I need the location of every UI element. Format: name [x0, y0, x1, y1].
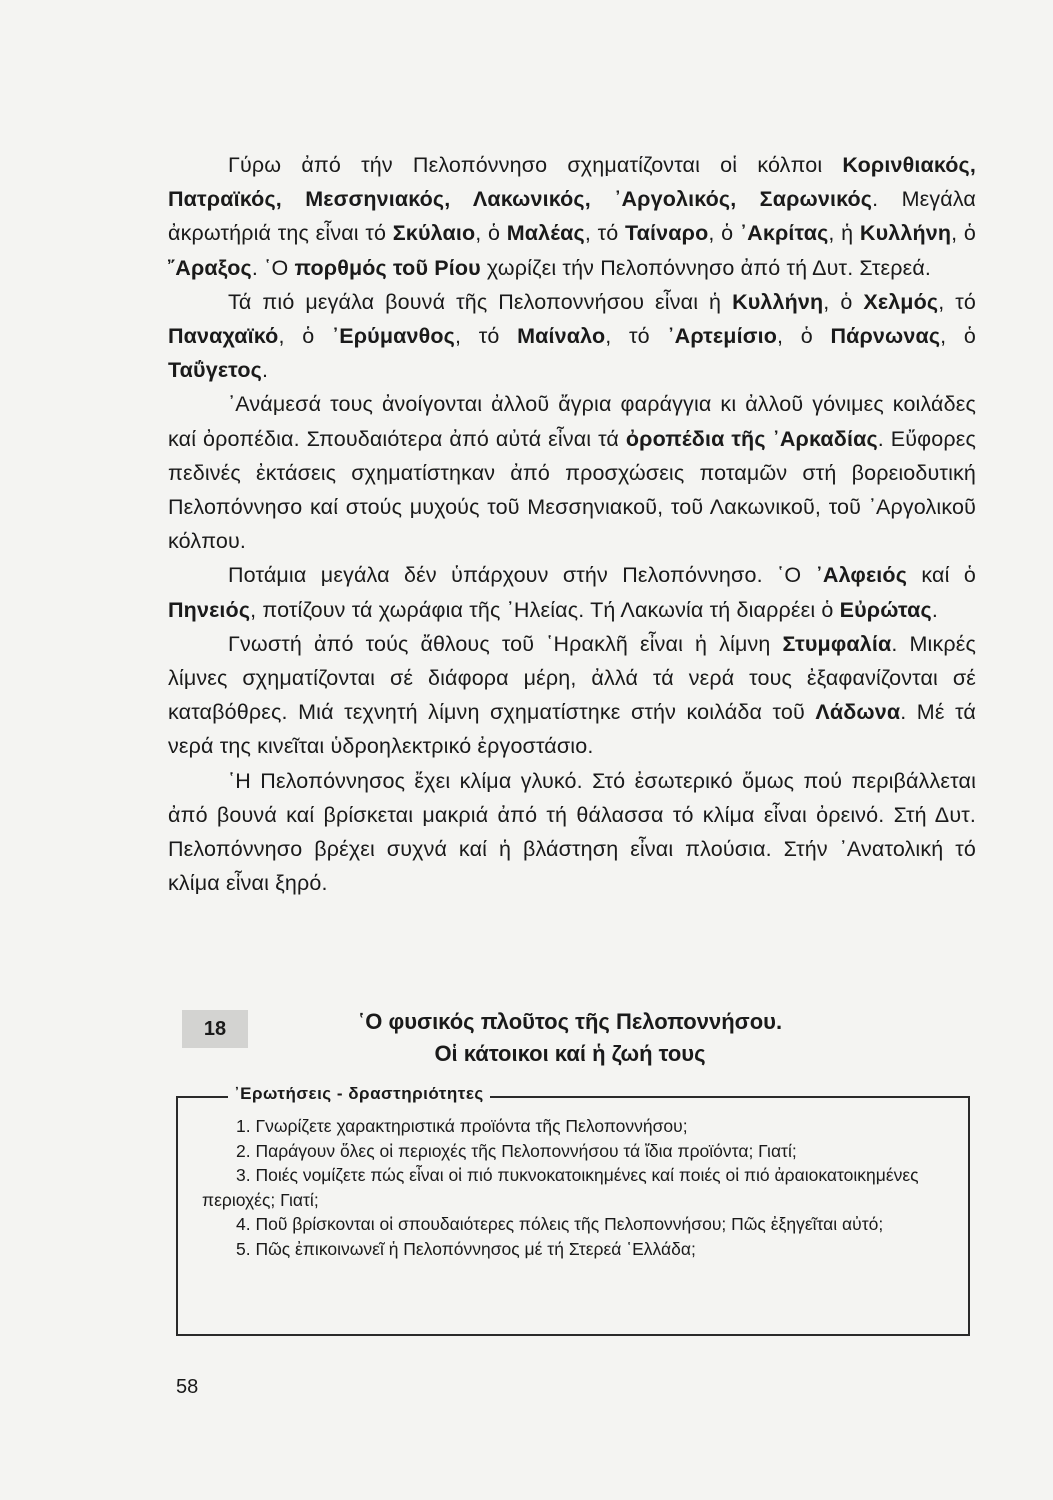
text-run: , ἡ [828, 221, 860, 246]
text-run: Τά πιό μεγάλα βουνά τῆς Πελοποννήσου εἶναι ἡ [228, 289, 733, 314]
text-run: , ὁ [708, 221, 740, 246]
bold-term: Σκύλαιο [392, 221, 476, 246]
question-item: 3. Ποιές νομίζετε πώς εἶναι οἱ πιό πυκνοκατοικημένες καί ποιές οἱ πιό ἀραιοκατοικημένες περιοχές; Γιατί; [202, 1165, 919, 1210]
bold-term: ὀροπέδια τῆς ᾿Αρκαδίας [625, 426, 878, 451]
text-run: , ὁ [823, 289, 864, 314]
bold-term: ᾿Ακρίτας [739, 221, 829, 246]
bold-term: Χελμός [863, 289, 939, 314]
text-run: . [931, 597, 938, 622]
bold-term: ᾿Ερύμανθος [331, 324, 455, 349]
paragraph-climate [168, 764, 976, 901]
bold-term: Πάρνωνας [830, 324, 941, 349]
text-run: , τό [938, 289, 976, 314]
paragraph-gulfs [168, 148, 976, 285]
question-item: 2. Παράγουν ὅλες οἱ περιοχές τῆς Πελοποννήσου τά ἴδια προϊόντα; Γιατί; [236, 1140, 797, 1161]
bold-term: Πηνειός [168, 597, 251, 622]
text-run: Ποτάμια μεγάλα δέν ὑπάρχουν στήν Πελοπόννησο. ῾Ο [228, 563, 816, 588]
text-run: . Μεγάλα ἀκρωτήριά της εἶναι τό [168, 187, 976, 246]
bold-term: ῎Αραξος [168, 255, 252, 280]
text-run: , ὁ [951, 221, 977, 246]
question-item: 4. Ποῦ βρίσκονται οἱ σπουδαιότερες πόλεις τῆς Πελοποννήσου; Πῶς ἐξηγεῖται αὐτό; [236, 1214, 884, 1234]
text-run: , τό [584, 221, 625, 246]
page-number: 58 [176, 1376, 199, 1398]
question-item: 5. Πῶς ἐπικοινωνεῖ ἡ Πελοπόννησος μέ τή Στερεά ῾Ελλάδα; [236, 1238, 696, 1259]
text-run: ᾿Ανάμεσά τους ἀνοίγονται ἀλλοῦ ἄγρια φαράγγια κι ἀλλοῦ γόνιμες κοιλάδες καί ὀροπέδια. Σπουδαιότερα ἀπό αὐτά εἶναι τά [168, 392, 976, 451]
section-title [290, 1006, 850, 1070]
paragraph-rivers [168, 558, 976, 626]
bold-term: Μαλέας [506, 221, 585, 246]
text-run: . [261, 358, 269, 383]
bold-term: πορθμός τοῦ Ρίου [294, 255, 481, 280]
questions-box [176, 1084, 970, 1336]
text-run: , ὁ [278, 324, 332, 349]
bold-term: Μαίναλο [517, 324, 606, 349]
text-run: καί ὁ [907, 563, 976, 588]
bold-term: ᾿Αλφειός [815, 563, 908, 588]
question-item: 1. Γνωρίζετε χαρακτηριστικά προϊόντα τῆς Πελοποννήσου; [236, 1116, 688, 1136]
text-run: . Μικρές λίμνες σχηματίζονται σέ διάφορα μέρη, ἀλλά τά νερά τους ἐξαφανίζονται σέ καταβόθρες. Μιά τεχνητή λίμνη σχηματίστηκε στήν κοιλάδα τοῦ [168, 631, 976, 725]
questions-list [202, 1114, 954, 1261]
body-text [168, 148, 976, 900]
text-run: Γνωστή ἀπό τούς ἄθλους τοῦ ῾Ηρακλῆ εἶναι ἡ λίμνη [228, 631, 783, 656]
text-run: , ὁ [940, 324, 976, 349]
text-run: , ὁ [475, 221, 507, 246]
bold-term: Ταίναρο [624, 221, 709, 246]
bold-term: Κυλλήνη [859, 221, 952, 246]
bold-term: Παναχαϊκό [168, 324, 279, 349]
text-run: χωρίζει τήν Πελοπόννησο ἀπό τή Δυτ. Στερεά. [480, 255, 932, 280]
section-number: 18 [182, 1010, 248, 1048]
text-run: ῾Η Πελοπόννησος ἔχει κλίμα γλυκό. Στό ἐσωτερικό ὅμως πού περιβάλλεται ἀπό βουνά καί βρίσκεται μακριά ἀπό τή θάλασσα τό κλίμα εἶναι ὀρεινό. Στή Δυτ. Πελοπόννησο βρέχει συχνά καί ἡ βλάστηση εἶναι πλούσια. Στήν ᾿Ανατολική τό κλίμα εἶναι ξηρό. [168, 768, 976, 896]
bold-term: Εὐρώτας [839, 597, 932, 622]
section-title-line-1: ῾Ο φυσικός πλοῦτος τῆς Πελοποννήσου. [357, 1009, 783, 1034]
bold-term: Ταΰγετος [168, 358, 262, 383]
bold-term: ᾿Αρτεμίσιο [667, 324, 777, 349]
text-run: . ῾Ο [251, 255, 295, 280]
bold-term: Κορινθιακός, Πατραϊκός, Μεσσηνιακός, Λακωνικός, ᾿Αργολικός, Σαρωνικός [168, 153, 976, 212]
bold-term: Λάδωνα [815, 700, 901, 725]
paragraph-mountains [168, 285, 976, 388]
text-run: . Μέ τά νερά της κινεῖται ὑδροηλεκτρικό ἐργοστάσιο. [168, 700, 976, 759]
paragraph-lakes [168, 627, 976, 764]
text-run: , τό [455, 324, 518, 349]
paragraph-plateaus [168, 387, 976, 558]
text-run: , τό [605, 324, 668, 349]
questions-title: ᾿Ερωτήσεις - δραστηριότητες [228, 1084, 490, 1104]
text-run: . Εὔφορες πεδινές ἐκτάσεις σχηματίστηκαν ἀπό προσχώσεις ποταμῶν στή βορειοδυτική Πελοπόννησο καί στούς μυχούς τοῦ Μεσσηνιακοῦ, τοῦ Λακωνικοῦ, τοῦ ᾿Αργολικοῦ κόλπου. [168, 426, 976, 554]
bold-term: Κυλλήνη [732, 289, 824, 314]
text-run: , ὁ [776, 324, 831, 349]
section-title-line-2: Οἱ κάτοικοι καί ἡ ζωή τους [434, 1041, 706, 1066]
text-run: Γύρω ἀπό τήν Πελοπόννησο σχηματίζονται οἱ κόλποι [228, 153, 843, 177]
text-run: , ποτίζουν τά χωράφια τῆς ᾿Ηλείας. Τή Λακωνία τή διαρρέει ὁ [250, 597, 840, 622]
bold-term: Στυμφαλία [782, 631, 892, 656]
